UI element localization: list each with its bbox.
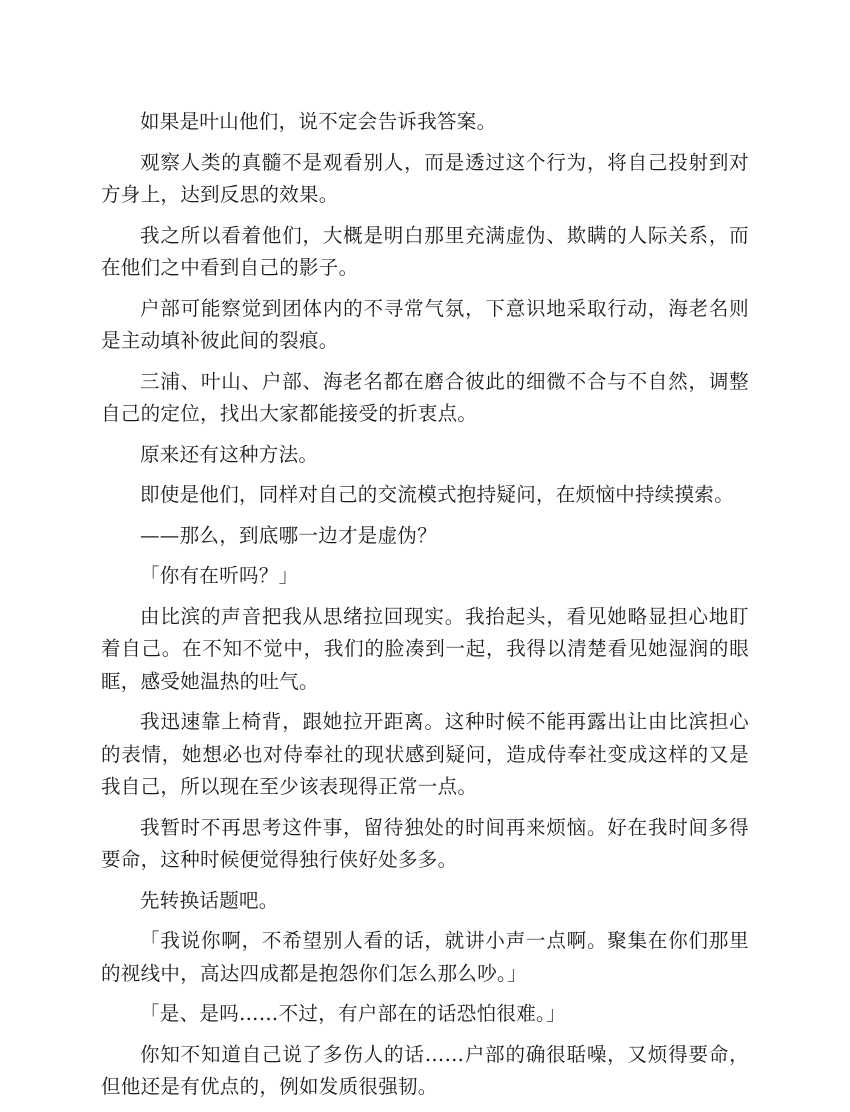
paragraph: 你知不知道自己说了多伤人的话……户部的确很聒噪，又烦得要命，但他还是有优点的，例如发质很强韧。 <box>101 1042 749 1098</box>
paragraph: 户部可能察觉到团体内的不寻常气氛，下意识地采取行动，海老名则是主动填补彼此间的裂痕。 <box>101 296 749 352</box>
paragraph: 观察人类的真髓不是观看别人，而是透过这个行为，将自己投射到对方身上，达到反思的效果。 <box>101 150 749 206</box>
paragraph: 如果是叶山他们，说不定会告诉我答案。 <box>140 110 497 133</box>
dialogue-line: 「是、是吗……不过，有户部在的话恐怕很难。」 <box>140 1002 566 1025</box>
paragraph: 我暂时不再思考这件事，留待独处的时间再来烦恼。好在我时间多得要命，这种时候便觉得独行侠好处多多。 <box>101 815 749 871</box>
paragraph: 三浦、叶山、户部、海老名都在磨合彼此的细微不合与不自然，调整自己的定位，找出大家都能接受的折衷点。 <box>101 369 749 425</box>
paragraph: 我之所以看着他们，大概是明白那里充满虚伪、欺瞒的人际关系，而在他们之中看到自己的影子。 <box>101 223 749 279</box>
paragraph: 原来还有这种方法。 <box>140 442 319 466</box>
body-text <box>101 106 749 1112</box>
dialogue-line: 「我说你啊，不希望别人看的话，就讲小声一点啊。聚集在你们那里的视线中，高达四成都是抱怨你们怎么那么吵。」 <box>101 929 749 985</box>
paragraph: 即使是他们，同样对自己的交流模式抱持疑问，在烦恼中持续摸索。 <box>140 483 735 506</box>
dialogue-line: 「你有在听吗？」 <box>140 564 299 587</box>
paragraph: 先转换话题吧。 <box>140 888 279 912</box>
paragraph: 我迅速靠上椅背，跟她拉开距离。这种时候不能再露出让由比滨担心的表情，她想必也对侍奉社的现状感到疑问，造成侍奉社变成这样的又是我自己，所以现在至少该表现得正常一点。 <box>101 710 749 798</box>
paragraph: 由比滨的声音把我从思绪拉回现实。我抬起头，看见她略显担心地盯着自己。在不知不觉中，我们的脸凑到一起，我得以清楚看见她湿润的眼眶，感受她温热的吐气。 <box>101 604 749 693</box>
paragraph: ——那么，到底哪一边才是虚伪？ <box>140 523 437 547</box>
